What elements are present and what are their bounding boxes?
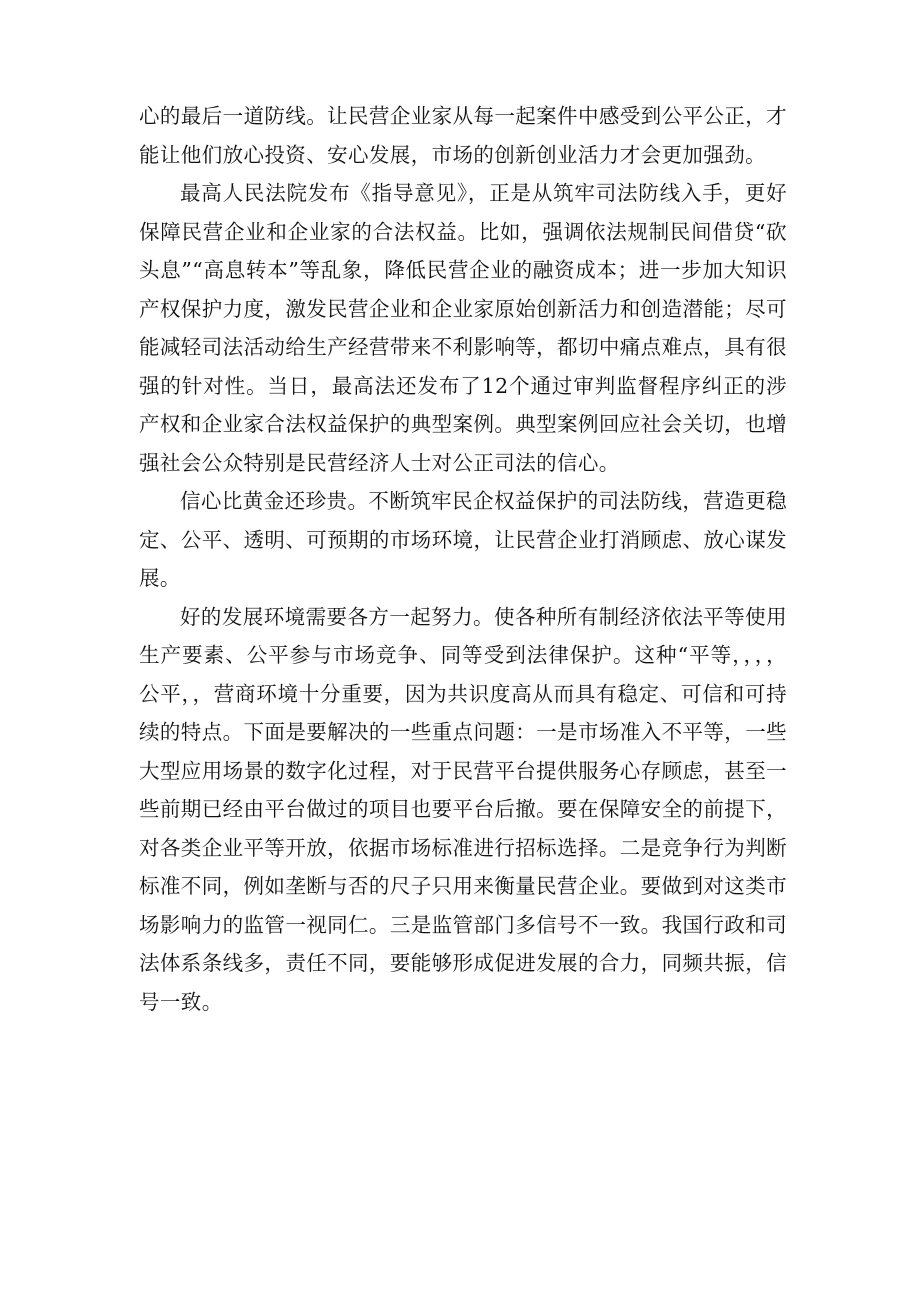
paragraph-1: 心的最后一道防线。让民营企业家从每一起案件中感受到公平公正，才能让他们放心投资、安心发展，市场的创新创业活力才会更加强劲。 bbox=[139, 104, 787, 167]
paragraph-4: 好的发展环境需要各方一起努力。使各种所有制经济依法平等使用生产要素、公平参与市场竞争、同等受到法律保护。这种“平等，，，，公平，，营商环境十分重要，因为共识度高从而具有稳定、可信和可持续的特点。下面是要解决的一些重点问题：一是市场准入不平等，一些大型应用场景的数字化过程，对于民营平台提供服务心存顾虑，甚至一些前期已经由平台做过的项目也要平台后撤。要在保障安全的前提下，对各类企业平等开放，依据市场标准进行招标选择。二是竞争行为判断标准不同，例如垄断与否的尺子只用来衡量民营企业。要做到对这类市场影响力的监管一视同仁。三是监管部门多信号不一致。我国行政和司法体系条线多，责任不同，要能够形成促进发展的合力，同频共振，信号一致。 bbox=[139, 604, 787, 1014]
document-body bbox=[139, 97, 787, 1021]
paragraph-2: 最高人民法院发布《指导意见》，正是从筑牢司法防线入手，更好保障民营企业和企业家的合法权益。比如，强调依法规制民间借贷“砍头息”“高息转本”等乱象，降低民营企业的融资成本；进一步加大知识产权保护力度，激发民营企业和企业家原始创新活力和创造潜能；尽可能减轻司法活动给生产经营带来不利影响等，都切中痛点难点，具有很强的针对性。当日，最高法还发布了12个通过审判监督程序纠正的涉产权和企业家合法权益保护的典型案例。典型案例回应社会关切，也增强社会公众特别是民营经济人士对公正司法的信心。 bbox=[139, 181, 787, 475]
paragraph-3: 信心比黄金还珍贵。不断筑牢民企权益保护的司法防线，营造更稳定、公平、透明、可预期的市场环境，让民营企业打消顾虑、放心谋发展。 bbox=[139, 489, 787, 590]
